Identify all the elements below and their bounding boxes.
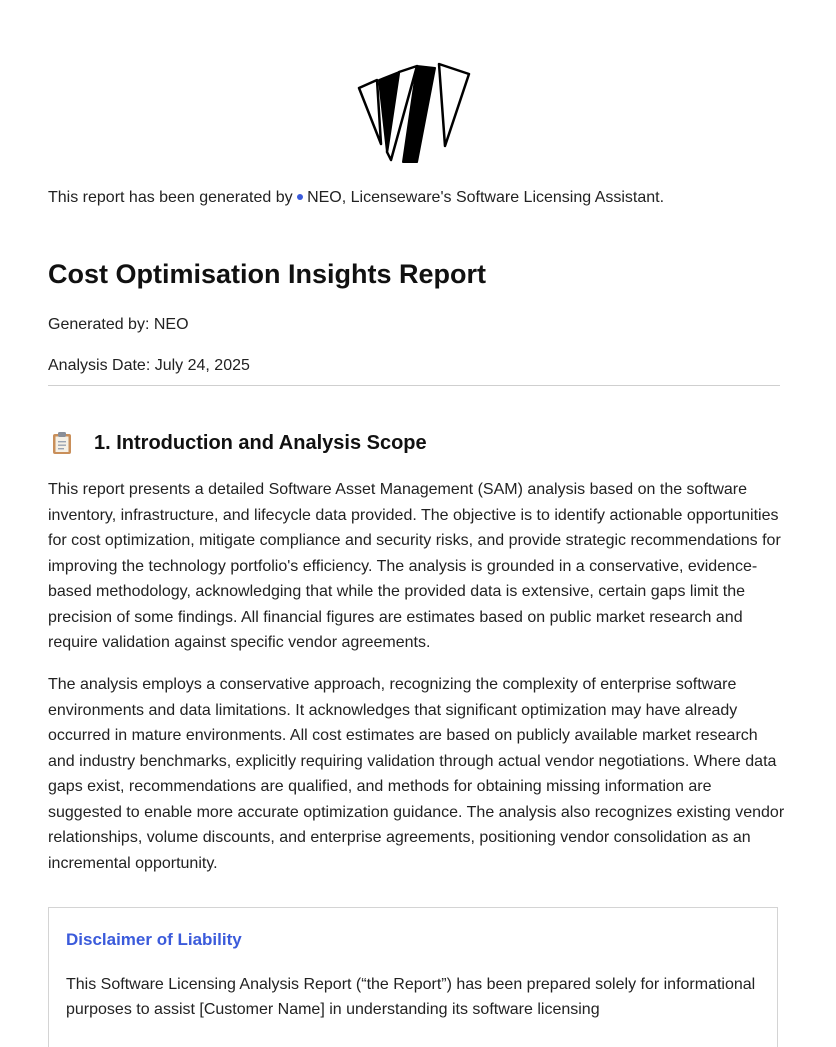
disclaimer-text: This Software Licensing Analysis Report (“the Report”) has been prepared solely for informational purposes to assist [Customer Name] in understanding its software licensing [66,976,756,1018]
disclaimer-box [48,907,778,1047]
generated-by-prefix: This report has been generated by [48,189,293,206]
neo-dot-icon [297,194,303,200]
disclaimer-title: Disclaimer of Liability [66,930,242,949]
generated-by-meta: Generated by: NEO [48,316,189,333]
licenseware-logo [355,60,473,164]
analysis-date: Analysis Date: July 24, 2025 [48,357,250,374]
intro-paragraph-1: This report presents a detailed Software Asset Management (SAM) analysis based on the software inventory, infrastructure, and lifecycle data provided. The objective is to identify actionable opportunities for cost optimization, mitigate compliance and security risks, and provide strategic recommendations for improving the technology portfolio's efficiency. The analysis is grounded in a conservative, evidence-based methodology, acknowledging that while the provided data is extensive, certain gaps limit the precision of some findings. All financial figures are estimates based on public market research and require validation against specific vendor agreements. [48,481,781,651]
section-heading-row [48,428,427,458]
section-divider [48,385,780,386]
clipboard-icon [52,431,72,455]
report-title: Cost Optimisation Insights Report [48,259,487,289]
generated-by-line [48,186,808,210]
intro-paragraph-2: The analysis employs a conservative approach, recognizing the complexity of enterprise software environments and data limitations. It acknowledges that significant optimization may have already occurred in mature environments. All cost estimates are based on publicly available market research and industry benchmarks, explicitly requiring validation through actual vendor negotiations. Where data gaps exist, recommendations are qualified, and methods for obtaining missing information are suggested to enable more accurate optimization guidance. The analysis also recognizes existing vendor relationships, volume discounts, and enterprise agreements, positioning vendor consolidation as an incremental opportunity. [48,676,785,872]
section-heading: 1. Introduction and Analysis Scope [94,432,427,454]
generated-by-suffix: NEO, Licenseware's Software Licensing Assistant. [307,189,665,206]
